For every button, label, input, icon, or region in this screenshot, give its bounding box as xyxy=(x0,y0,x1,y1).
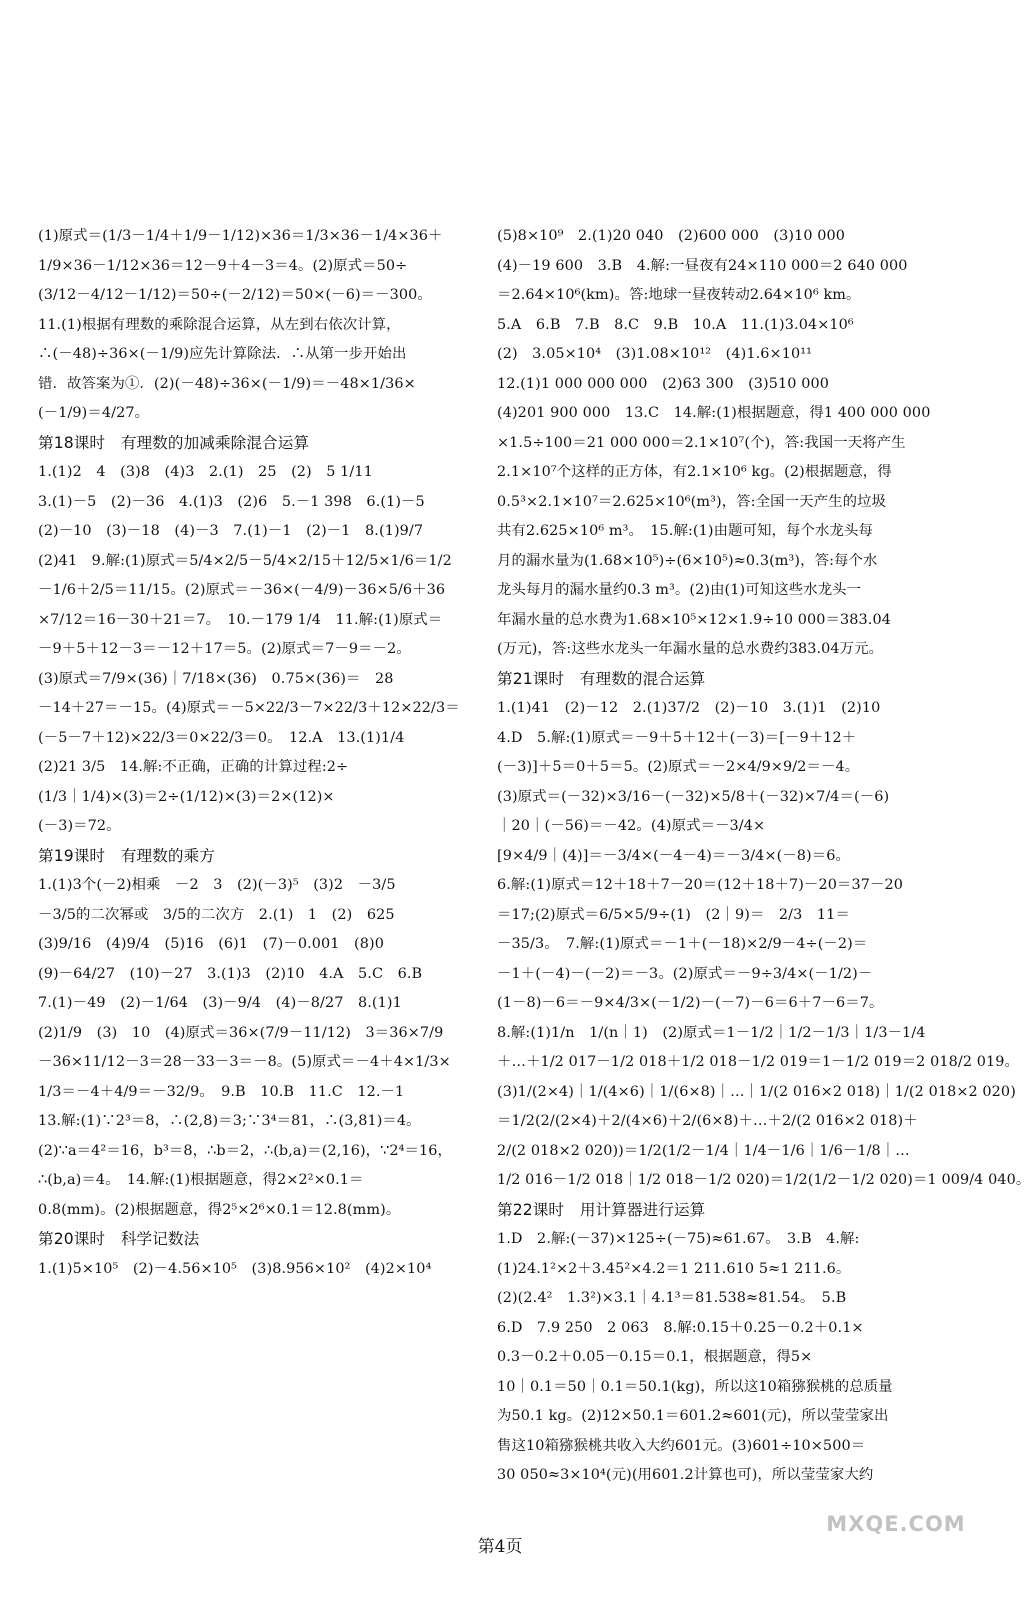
answer-line: (3)原式＝(－32)×3/16－(－32)×5/8＋(－32)×7/4＝(－6) xyxy=(497,788,890,805)
lesson-heading: 第22课时 用计算器进行运算 xyxy=(497,1200,706,1219)
answer-line: (2) 3.05×10⁴ (3)1.08×10¹² (4)1.6×10¹¹ xyxy=(497,346,812,362)
answer-line: 0.8(mm)。(2)根据题意，得2⁵×2⁶×0.1＝12.8(mm)。 xyxy=(38,1201,401,1218)
answer-line: 售这10箱猕猴桃共收入大约601元。(3)601÷10×500＝ xyxy=(497,1437,866,1454)
lesson-heading: 第18课时 有理数的加减乘除混合运算 xyxy=(38,433,310,452)
answer-line: (2)∵a＝4²＝16，b³＝8，∴b＝2，∴(b,a)＝(2,16)，∵2⁴＝16， xyxy=(38,1142,453,1159)
answer-line: 1/2 016－1/2 018｜1/2 018－1/2 020)＝1/2(1/2－1/2 020)＝1 009/4 040。 xyxy=(497,1172,1030,1188)
answer-line: (1)原式＝(1/3－1/4＋1/9－1/12)×36＝1/3×36－1/4×36＋ xyxy=(38,228,443,244)
answer-line: 1/3＝－4＋4/9＝－32/9。 9.B 10.B 11.C 12.－1 xyxy=(38,1083,405,1100)
answer-line: ×1.5÷100＝21 000 000＝2.1×10⁷(个)，答:我国一天将产生 xyxy=(497,434,906,451)
answer-line: (1－8)－6＝－9×4/3×(－1/2)－(－7)－6＝6＋7－6＝7。 xyxy=(497,995,884,1011)
answer-line: 6.解:(1)原式＝12＋18＋7－20＝(12＋18＋7)－20＝37－20 xyxy=(497,877,903,893)
answer-line: ＝1/2(2/(2×4)＋2/(4×6)＋2/(6×8)＋…＋2/(2 016×2 018)＋ xyxy=(497,1113,918,1129)
answer-line: (1)24.1²×2＋3.45²×4.2＝1 211.610 5≈1 211.6。 xyxy=(497,1260,851,1277)
left-column xyxy=(38,222,460,1284)
answer-line: 0.3－0.2＋0.05－0.15＝0.1，根据题意，得5× xyxy=(497,1349,813,1365)
answer-line: (9)－64/27 (10)－27 3.(1)3 (2)10 4.A 5.C 6.B xyxy=(38,965,423,982)
answer-line: 共有2.625×10⁶ m³。 15.解:(1)由题可知，每个水龙头每 xyxy=(497,523,873,539)
answer-line: －3/5的二次幂或 3/5的二次方 2.(1) 1 (2) 625 xyxy=(38,906,395,923)
answer-line: 30 050≈3×10⁴(元)(用601.2计算也可)，所以莹莹家大约 xyxy=(497,1467,874,1483)
answer-line: (－3)＝72。 xyxy=(38,818,121,834)
answer-line: (3)1/(2×4)｜1/(4×6)｜1/(6×8)｜…｜1/(2 016×2 018)｜1/(2 018×2 020) xyxy=(497,1083,1016,1100)
answer-line: ＝17;(2)原式＝6/5×5/9÷(1) (2｜9)＝ 2/3 11＝ xyxy=(497,906,850,923)
answer-line: 错．故答案为①．(2)(－48)÷36×(－1/9)＝－48×1/36× xyxy=(38,375,416,392)
answer-line: (1/3｜1/4)×(3)＝2÷(1/12)×(3)＝2×(12)× xyxy=(38,788,335,805)
answer-line: 2/(2 018×2 020))＝1/2(1/2－1/4｜1/4－1/6｜1/6－1/8｜… xyxy=(497,1142,910,1159)
answer-line: (5)8×10⁹ 2.(1)20 040 (2)600 000 (3)10 000 xyxy=(497,228,846,244)
answer-line: 11.(1)根据有理数的乘除混合运算，从左到右依次计算， xyxy=(38,316,401,333)
answer-line: －1＋(－4)－(－2)＝－3。(2)原式＝－9÷3/4×(－1/2)－ xyxy=(497,965,873,982)
answer-line: (3/12－4/12－1/12)＝50÷(－2/12)＝50×(－6)＝－300。 xyxy=(38,287,432,303)
answer-line: (4)201 900 000 13.C 14.解:(1)根据题意，得1 400 000 000 xyxy=(497,405,931,421)
answer-line: －14＋27＝－15。(4)原式＝－5×22/3－7×22/3＋12×22/3＝ xyxy=(38,700,460,716)
lesson-heading: 第21课时 有理数的混合运算 xyxy=(497,669,706,688)
answer-line: 为50.1 kg。(2)12×50.1＝601.2≈601(元)，所以莹莹家出 xyxy=(497,1408,889,1424)
answer-line: ∴(－48)÷36×(－1/9)应先计算除法．∴从第一步开始出 xyxy=(38,346,407,362)
answer-line: 1.(1)2 4 (3)8 (4)3 2.(1) 25 (2) 5 1/11 xyxy=(38,464,373,480)
answer-line: 月的漏水量为(1.68×10⁵)÷(6×10⁵)≈0.3(m³)，答:每个水 xyxy=(497,552,878,569)
answer-line: －9＋5＋12－3＝－12＋17＝5。(2)原式＝7－9＝－2。 xyxy=(38,641,411,657)
answer-line: 0.5³×2.1×10⁷＝2.625×10⁶(m³)，答:全国一天产生的垃圾 xyxy=(497,493,887,510)
answer-line: －1/6＋2/5＝11/15。(2)原式＝－36×(－4/9)－36×5/6＋36 xyxy=(38,582,446,598)
answer-line: 1/9×36－1/12×36＝12－9＋4－3＝4。(2)原式＝50÷ xyxy=(38,257,408,274)
answer-line: (2)41 9.解:(1)原式＝5/4×2/5－5/4×2/15＋12/5×1/6＝1/2 xyxy=(38,552,452,569)
answer-line: 3.(1)－5 (2)－36 4.(1)3 (2)6 5.－1 398 6.(1)－5 xyxy=(38,493,425,510)
answer-line: (－1/9)＝4/27。 xyxy=(38,405,150,421)
answer-line: 1.(1)5×10⁵ (2)－4.56×10⁵ (3)8.956×10² (4)2×10⁴ xyxy=(38,1260,432,1277)
lesson-heading: 第19课时 有理数的乘方 xyxy=(38,846,215,865)
answer-line: 1.D 2.解:(－37)×125÷(－75)≈61.67。 3.B 4.解: xyxy=(497,1231,860,1247)
watermark-url: MXQE.COM xyxy=(826,1512,966,1536)
answer-line: 5.A 6.B 7.B 8.C 9.B 10.A 11.(1)3.04×10⁶ xyxy=(497,316,854,333)
answer-line: (2)1/9 (3) 10 (4)原式＝36×(7/9－11/12) 3＝36×7/9 xyxy=(38,1024,444,1041)
answer-line: 1.(1)3个(－2)相乘 －2 3 (2)(－3)⁵ (3)2 －3/5 xyxy=(38,877,396,893)
answer-line: 8.解:(1)1/n 1/(n｜1) (2)原式＝1－1/2｜1/2－1/3｜1/3－1/4 xyxy=(497,1024,926,1041)
answer-line: 2.1×10⁷个这样的正方体，有2.1×10⁶ kg。(2)根据题意，得 xyxy=(497,464,892,480)
answer-line: 12.(1)1 000 000 000 (2)63 300 (3)510 000 xyxy=(497,375,829,392)
answer-line: －36×11/12－3＝28－33－3＝－8。(5)原式＝－4＋4×1/3× xyxy=(38,1054,451,1070)
answer-line: 龙头每月的漏水量约0.3 m³。(2)由(1)可知这些水龙头一 xyxy=(497,582,862,598)
answer-line: [9×4/9｜(4)]＝－3/4×(－4－4)＝－3/4×(－8)＝6。 xyxy=(497,847,851,864)
answer-line: 4.D 5.解:(1)原式＝－9＋5＋12＋(－3)＝[－9＋12＋ xyxy=(497,729,857,746)
answer-line: (4)－19 600 3.B 4.解:一昼夜有24×110 000＝2 640 000 xyxy=(497,257,908,274)
answer-line: ＝2.64×10⁶(km)。答:地球一昼夜转动2.64×10⁶ km。 xyxy=(497,287,861,303)
answer-line: (－3)]＋5＝0＋5＝5。(2)原式＝－2×4/9×9/2＝－4。 xyxy=(497,759,860,775)
watermark-logo xyxy=(812,1512,980,1592)
answer-line: 7.(1)－49 (2)－1/64 (3)－9/4 (4)－8/27 8.(1)1 xyxy=(38,995,402,1011)
answer-line: ｜20｜(－56)＝－42。(4)原式＝－3/4× xyxy=(497,818,766,834)
answer-line: ×7/12＝16－30＋21＝7。 10.－179 1/4 11.解:(1)原式＝ xyxy=(38,611,443,628)
page-number: 第4页 xyxy=(477,1537,523,1557)
answer-line: (2)(2.4² 1.3²)×3.1｜4.1³＝81.538≈81.54。 5.B xyxy=(497,1290,847,1306)
answer-line: ＋…＋1/2 017－1/2 018＋1/2 018－1/2 019＝1－1/2 019＝2 018/2 019。 xyxy=(497,1054,1020,1070)
answer-line: 年漏水量的总水费为1.68×10⁵×12×1.9÷10 000＝383.04 xyxy=(497,611,891,628)
answer-line: ∴(b,a)＝4。 14.解:(1)根据题意，得2×2²×0.1＝ xyxy=(38,1172,364,1188)
answer-line: 1.(1)41 (2)－12 2.(1)37/2 (2)－10 3.(1)1 (2)10 xyxy=(497,700,881,716)
answer-line: (－5－7＋12)×22/3＝0×22/3＝0。 12.A 13.(1)1/4 xyxy=(38,729,405,746)
answer-line: (2)－10 (3)－18 (4)－3 7.(1)－1 (2)－1 8.(1)9/7 xyxy=(38,523,424,539)
answer-line: －35/3。 7.解:(1)原式＝－1＋(－18)×2/9－4÷(－2)＝ xyxy=(497,936,868,952)
answer-line: 10｜0.1＝50｜0.1＝50.1(kg)，所以这10箱猕猴桃的总质量 xyxy=(497,1378,893,1395)
answer-line: (3)9/16 (4)9/4 (5)16 (6)1 (7)－0.001 (8)0 xyxy=(38,936,384,952)
answer-line: (万元)，答:这些水龙头一年漏水量的总水费约383.04万元。 xyxy=(497,641,884,657)
lesson-heading: 第20课时 科学记数法 xyxy=(38,1230,200,1248)
answer-line: (2)21 3/5 14.解:不正确，正确的计算过程:2÷ xyxy=(38,759,349,775)
answer-line: 6.D 7.9 250 2 063 8.解:0.15＋0.25－0.2＋0.1× xyxy=(497,1319,864,1336)
answer-line: (3)原式＝7/9×(36)｜7/18×(36) 0.75×(36)＝ 28 xyxy=(38,670,394,687)
right-column xyxy=(497,222,1030,1491)
answer-line: 13.解:(1)∵2³＝8，∴(2,8)＝3;∵3⁴＝81，∴(3,81)＝4。 xyxy=(38,1113,421,1129)
